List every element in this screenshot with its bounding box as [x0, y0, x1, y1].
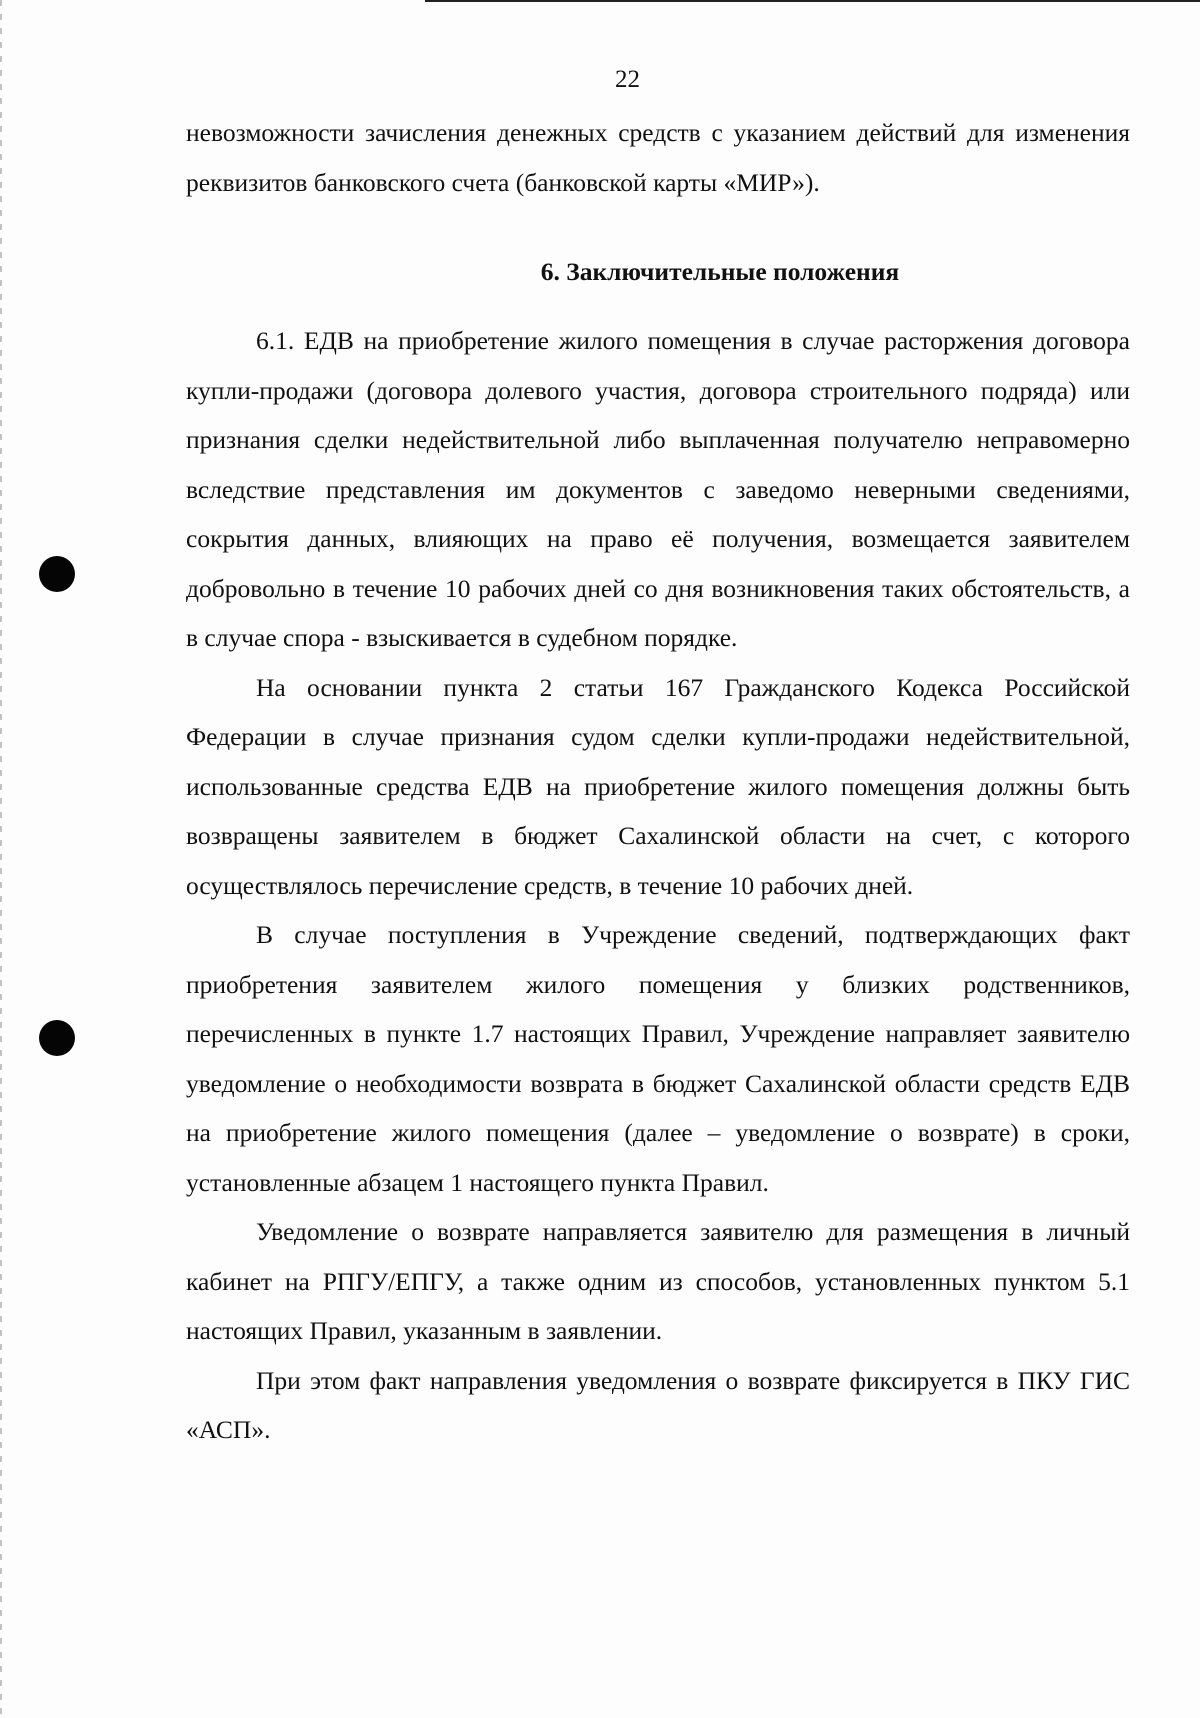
paragraph-registration: При этом факт направления уведомления о возврате фиксируется в ПКУ ГИС «АСП».: [186, 1365, 1130, 1444]
page-number: 22: [615, 66, 640, 93]
paragraph-notification: Уведомление о возврате направляется заявителю для размещения в личный кабинет на РПГУ/ЕПГУ, а также одним из способов, установленных пунктом 5.1 настоящих Правил, указанным в заявлении.: [186, 1217, 1130, 1345]
punch-hole-mark: [39, 1020, 75, 1056]
scan-edge-marks: [0, 0, 2, 1718]
section-heading: 6. Заключительные положения: [540, 257, 900, 286]
paragraph-civil-code: На основании пункта 2 статьи 167 Гражданского Кодекса Российской Федерации в случае признания судом сделки купли-продажи недействительной, использованные средства ЕДВ на приобретение жилого помещения должны быть возвращены заявителем в бюджет Сахалинской области на счет, с которого осуществлялось перечисление средств, в течение 10 рабочих дней.: [186, 672, 1130, 900]
intro-paragraph: невозможности зачисления денежных средств с указанием действий для изменения реквизитов банковского счета (банковской карты «МИР»).: [186, 118, 1130, 197]
paragraph-6-1: 6.1. ЕДВ на приобретение жилого помещения в случае расторжения договора купли-продажи (договора долевого участия, договора строительного подряда) или признания сделки недействительной либо выплаченная получателю неправомерно вследствие представления им документов с заведомо неверными сведениями, сокрытия данных, влияющих на право её получения, возмещается заявителем добровольно в течение 10 рабочих дней со дня возникновения таких обстоятельств, а в случае спора - взыскивается в судебном порядке.: [186, 326, 1130, 652]
punch-hole-mark: [39, 556, 75, 592]
section-body: [186, 316, 1130, 1455]
intro-paragraph-block: [186, 108, 1130, 207]
top-border-line: [425, 0, 1200, 2]
paragraph-relatives: В случае поступления в Учреждение сведений, подтверждающих факт приобретения заявителем жилого помещения у близких родственников, перечисленных в пункте 1.7 настоящих Правил, Учреждение направляет заявителю уведомление о необходимости возврата в бюджет Сахалинской области средств ЕДВ на приобретение жилого помещения (далее – уведомление о возврате) в сроки, установленные абзацем 1 настоящего пункта Правил.: [186, 920, 1130, 1197]
